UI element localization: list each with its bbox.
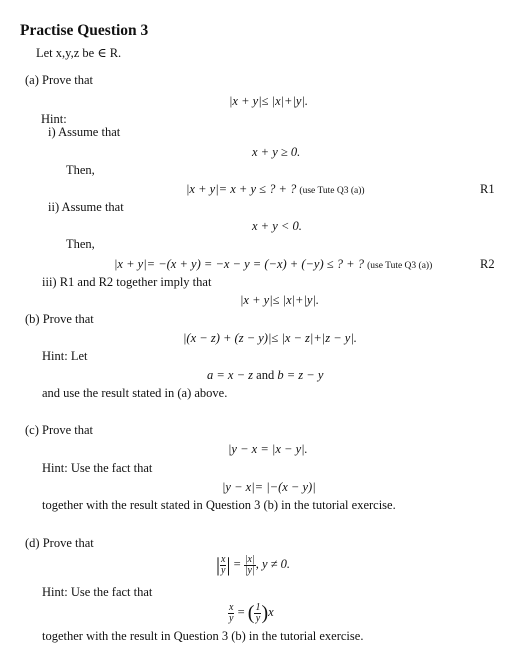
part-a-step-i-result-formula: |x + y|= x + y ≤ ? + ? (186, 182, 297, 196)
part-b-label: (b) Prove that (25, 312, 94, 326)
part-a-step-iii-formula: |x + y|≤ |x|+|y|. (240, 293, 320, 307)
part-b-hint-formula (207, 368, 323, 383)
part-a-hint-label: Hint: (41, 112, 67, 126)
part-d-hint-label: Hint: Use the fact that (42, 585, 153, 599)
part-d-hint-formula: $\frac{x}{y}$ = ( $\frac{1}{y}$ )x (229, 601, 274, 624)
part-c-hint-formula: |y − x|= |−(x − y)| (222, 480, 316, 494)
r1-tag: R1 (480, 182, 495, 196)
part-d-lhs-fraction: $\frac{x}{y}$ (221, 553, 226, 576)
part-a-step-i-formula: x + y ≥ 0. (252, 145, 301, 159)
part-b-hint-and: and (256, 368, 275, 382)
part-c-label: (c) Prove that (25, 423, 94, 437)
part-b-hint-text: and use the result stated in (a) above. (42, 386, 228, 400)
part-a-step-i-result-note: (use Tute Q3 (a)) (299, 186, 365, 196)
part-d-formula: | $\frac{x}{y}$ | = $\frac{|x|}{|y|}$ , y ≠ 0. (216, 553, 291, 576)
part-c-hint-label: Hint: Use the fact that (42, 461, 153, 475)
part-a-step-ii-formula: x + y < 0. (252, 219, 302, 233)
part-a-step-i-label: i) Assume that (48, 125, 121, 139)
part-d-fact-lhs-fraction: $\frac{x}{y}$ (229, 601, 234, 624)
part-b-hint-formula-b: b = z − y (277, 368, 324, 382)
r2-tag: R2 (480, 257, 495, 271)
part-a-step-ii-result-note: (use Tute Q3 (a)) (367, 261, 433, 271)
part-d-label: (d) Prove that (25, 536, 94, 550)
part-a-step-ii-then: Then, (66, 237, 95, 251)
part-b-hint-formula-a: a = x − z (207, 368, 254, 382)
part-d-rhs-fraction: $\frac{|x|}{|y|}$ (244, 553, 255, 576)
part-a-step-i-then: Then, (66, 163, 95, 177)
part-b-hint-label: Hint: Let (42, 349, 88, 363)
part-b-formula: |(x − z) + (z − y)|≤ |x − z|+|z − y|. (183, 331, 357, 345)
page-title: Practise Question 3 (20, 22, 149, 39)
part-c-hint-text: together with the result stated in Question 3 (b) in the tutorial exercise. (42, 498, 396, 512)
part-c-formula: |y − x = |x − y|. (228, 442, 308, 456)
part-d-fact-rhs-fraction: $\frac{1}{y}$ (255, 601, 261, 624)
part-a-step-iii-label: iii) R1 and R2 together imply that (42, 275, 212, 289)
part-d-hint-text: together with the result in Question 3 (b) in the tutorial exercise. (42, 629, 364, 643)
part-a-step-i-result (186, 182, 365, 197)
part-a-step-ii-result (114, 257, 432, 272)
part-a-label: (a) Prove that (25, 73, 94, 87)
part-a-step-ii-result-formula: |x + y|= −(x + y) = −x − y = (−x) + (−y) ≤ ? + ? (114, 257, 364, 271)
intro-text: Let x,y,z be ∈ R. (36, 46, 122, 60)
part-a-step-ii-label: ii) Assume that (48, 200, 124, 214)
part-a-formula: |x + y|≤ |x|+|y|. (229, 94, 309, 108)
